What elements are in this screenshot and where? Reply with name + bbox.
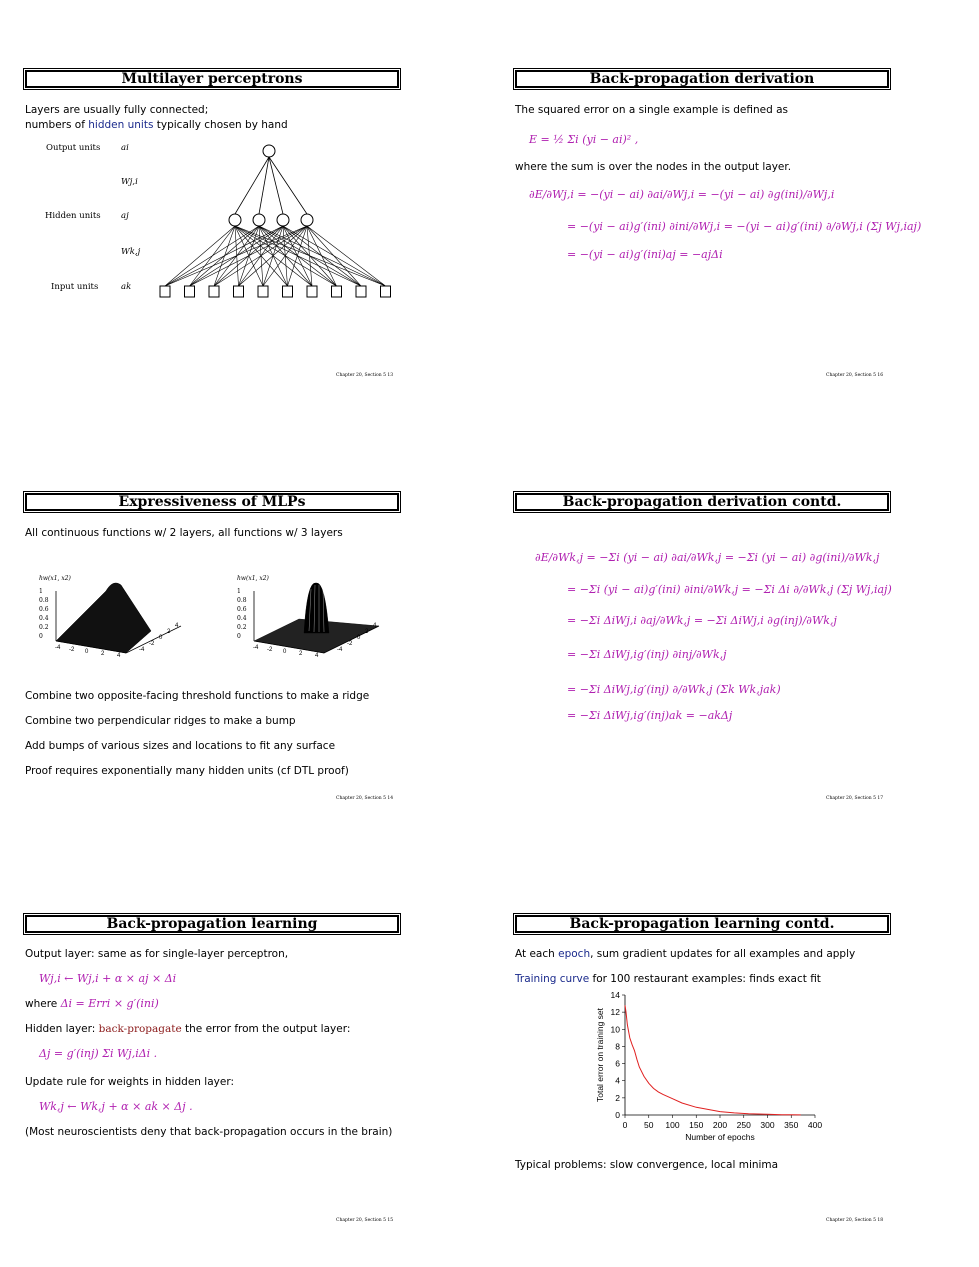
- input-units-label: Input units: [51, 282, 99, 292]
- equation-line: Wj,i ← Wj,i + α × aj × Δi: [39, 972, 177, 985]
- connection-line: [269, 157, 283, 214]
- tick-label: 0.6: [39, 606, 49, 613]
- slide-text: Output layer: same as for single-layer perceptron,: [25, 948, 289, 960]
- tick-label: 0.2: [237, 624, 247, 631]
- hidden-units-label: Hidden units: [45, 211, 101, 221]
- y-tick-label: 6: [615, 1058, 620, 1069]
- svg-text:0: 0: [283, 649, 287, 655]
- slide-text: (Most neuroscientists deny that back-propagation occurs in the brain): [25, 1126, 393, 1138]
- x-axis-label: Number of epochs: [685, 1132, 755, 1142]
- training-curve-chart: [585, 989, 845, 1149]
- slide-title: Back-propagation derivation contd.: [515, 493, 889, 511]
- slide-multilayer-perceptrons: [25, 70, 395, 410]
- slide-text: [515, 972, 821, 986]
- training-curve-term: Training curve: [515, 973, 590, 985]
- y-tick-label: 10: [610, 1024, 620, 1035]
- tick-label: 0: [39, 633, 43, 640]
- wji-label: Wj,i: [121, 177, 138, 187]
- slide-text: [515, 947, 855, 961]
- x-tick-label: 150: [689, 1120, 704, 1130]
- aj-label: aj: [121, 211, 129, 221]
- slide-backprop-derivation-contd: [515, 493, 892, 833]
- slide-footer: Chapter 20, Section 5 13: [336, 373, 394, 378]
- text-span: , sum gradient updates for all examples and apply: [590, 948, 856, 960]
- svg-text:-2: -2: [267, 647, 273, 653]
- svg-text:2: 2: [365, 629, 369, 635]
- svg-text:-4: -4: [253, 645, 259, 651]
- slide-backprop-learning-contd: [515, 915, 885, 1255]
- svg-text:-2: -2: [69, 647, 75, 653]
- svg-text:0: 0: [85, 649, 89, 655]
- text-span: Hidden layer:: [25, 1023, 99, 1035]
- y-tick-label: 12: [610, 1007, 620, 1018]
- equation-line: Δj = g′(inj) Σi Wj,iΔi .: [39, 1047, 158, 1060]
- hidden-unit-node: [277, 214, 289, 226]
- tick-label: 0.6: [237, 606, 247, 613]
- text-span: At each: [515, 948, 559, 960]
- slide-text: [25, 1022, 350, 1036]
- x-tick-label: 100: [665, 1120, 680, 1130]
- svg-text:-2: -2: [149, 641, 155, 647]
- slide-footer: Chapter 20, Section 5 14: [336, 796, 394, 801]
- x-tick-label: 0: [622, 1120, 628, 1130]
- svg-text:0: 0: [159, 635, 163, 641]
- ai-label: ai: [121, 143, 129, 153]
- x-tick-label: 300: [760, 1120, 775, 1130]
- slide-text: Typical problems: slow convergence, local minima: [515, 1159, 779, 1171]
- input-unit-node: [381, 286, 391, 297]
- plot-y-ticks: [39, 587, 49, 641]
- hidden-unit-node: [301, 214, 313, 226]
- plot-label: hw(x1, x2): [237, 575, 269, 582]
- slide-text: The squared error on a single example is defined as: [515, 104, 789, 116]
- equation-line: = −(yi − ai)g′(ini) ∂ini/∂Wj,i = −(yi − ai)g′(ini) ∂/∂Wj,i (Σj Wj,iaj): [567, 220, 922, 233]
- equation-line: = −Σi ΔiWj,i ∂aj/∂Wk,j = −Σi ΔiWj,i ∂g(inj)/∂Wk,j: [567, 614, 837, 627]
- svg-text:2: 2: [299, 651, 303, 657]
- plot-label: hw(x1, x2): [39, 575, 71, 582]
- connection-line: [307, 226, 361, 286]
- tick-label: 0.8: [237, 597, 247, 604]
- slide-backprop-learning: [25, 915, 395, 1255]
- svg-text:4: 4: [315, 653, 319, 659]
- x-tick-label: 50: [644, 1120, 654, 1130]
- x-tick-label: 350: [784, 1120, 799, 1130]
- slide-footer: Chapter 20, Section 5 18: [826, 1218, 884, 1223]
- slide-text: Layers are usually fully connected;: [25, 104, 209, 116]
- equation-line: = −(yi − ai)g′(ini)aj = −ajΔi: [567, 248, 723, 261]
- svg-text:-2: -2: [347, 641, 353, 647]
- slide-text: Combine two perpendicular ridges to make a bump: [25, 715, 296, 727]
- bump-surface-plot: [249, 571, 384, 661]
- slide-title: Back-propagation learning: [25, 915, 399, 933]
- back-propagate-term: back-propagate: [98, 1023, 182, 1035]
- y-tick-label: 4: [615, 1075, 620, 1086]
- hidden-units-term: hidden units: [88, 119, 154, 131]
- input-unit-node: [234, 286, 244, 297]
- tick-label: 0.4: [39, 615, 49, 622]
- input-unit-node: [332, 286, 342, 297]
- svg-text:-4: -4: [139, 647, 145, 653]
- equation-line: = −Σi ΔiWj,ig′(inj) ∂inj/∂Wk,j: [567, 648, 727, 661]
- output-units-label: Output units: [46, 143, 101, 153]
- text-span: for 100 restaurant examples: finds exact fit: [589, 973, 821, 985]
- equation-line: ∂E/∂Wj,i = −(yi − ai) ∂ai/∂Wj,i = −(yi − ai) ∂g(ini)/∂Wj,i: [529, 188, 835, 201]
- tick-label: 1: [39, 588, 43, 595]
- plot-y-ticks: [237, 587, 247, 641]
- slide-text: [25, 997, 159, 1011]
- input-unit-node: [209, 286, 219, 297]
- input-unit-node: [307, 286, 317, 297]
- slide-footer: Chapter 20, Section 5 15: [336, 1218, 394, 1223]
- slide-expressiveness: [25, 493, 395, 833]
- text-span: where: [25, 998, 61, 1010]
- slide-title: Multilayer perceptrons: [25, 70, 399, 88]
- svg-text:4: 4: [373, 623, 377, 629]
- x-tick-label: 400: [807, 1120, 823, 1130]
- equation-error: E = ½ Σi (yi − ai)² ,: [529, 133, 639, 146]
- svg-text:4: 4: [175, 623, 179, 629]
- input-unit-node: [356, 286, 366, 297]
- input-unit-node: [258, 286, 268, 297]
- slide-title: Back-propagation learning contd.: [515, 915, 889, 933]
- y-tick-label: 0: [615, 1110, 620, 1120]
- ridge-surface-plot: [51, 571, 186, 661]
- slide-backprop-derivation: [515, 70, 922, 410]
- svg-text:2: 2: [101, 651, 105, 657]
- tick-label: 0: [237, 633, 241, 640]
- slide-text: Update rule for weights in hidden layer:: [25, 1076, 234, 1088]
- tick-label: 0.4: [237, 615, 247, 622]
- output-unit-node: [263, 145, 275, 157]
- hidden-unit-node: [253, 214, 265, 226]
- text-span: typically chosen by hand: [153, 119, 288, 131]
- ak-label: ak: [121, 282, 132, 292]
- equation-line: = −Σi (yi − ai)g′(ini) ∂ini/∂Wk,j = −Σi Δi ∂/∂Wk,j (Σj Wj,iaj): [567, 583, 892, 596]
- x-tick-label: 250: [736, 1120, 751, 1130]
- slide-footer: Chapter 20, Section 5 17: [826, 796, 884, 801]
- y-tick-label: 14: [610, 990, 620, 1000]
- slide-text: Proof requires exponentially many hidden units (cf DTL proof): [25, 765, 349, 777]
- input-unit-node: [160, 286, 170, 297]
- slide-title: Back-propagation derivation: [515, 70, 889, 88]
- input-unit-node: [283, 286, 293, 297]
- equation-inline: Δi = Erri × g′(ini): [60, 997, 159, 1010]
- slide-text: Add bumps of various sizes and locations to fit any surface: [25, 740, 336, 752]
- tick-label: 0.8: [39, 597, 49, 604]
- slide-footer: Chapter 20, Section 5 16: [826, 373, 884, 378]
- equation-line: = −Σi ΔiWj,ig′(inj)ak = −akΔj: [567, 709, 733, 722]
- svg-text:4: 4: [117, 653, 121, 659]
- equation-line: = −Σi ΔiWj,ig′(inj) ∂/∂Wk,j (Σk Wk,jak): [567, 683, 781, 696]
- svg-text:-4: -4: [337, 647, 343, 653]
- equation-line: ∂E/∂Wk,j = −Σi (yi − ai) ∂ai/∂Wk,j = −Σi (yi − ai) ∂g(ini)/∂Wk,j: [535, 551, 880, 564]
- wkj-label: Wk,j: [121, 247, 141, 257]
- network-diagram: [155, 140, 395, 300]
- x-tick-label: 200: [712, 1120, 728, 1130]
- slide-text: [25, 118, 288, 132]
- tick-label: 1: [237, 588, 241, 595]
- svg-text:-4: -4: [55, 645, 61, 651]
- training-error-line: [625, 1005, 801, 1115]
- equation-line: Wk,j ← Wk,j + α × ak × Δj .: [39, 1100, 193, 1113]
- text-span: the error from the output layer:: [181, 1023, 351, 1035]
- y-axis-label: Total error on training set: [595, 1007, 605, 1103]
- tick-label: 0.2: [39, 624, 49, 631]
- slide-text: All continuous functions w/ 2 layers, all functions w/ 3 layers: [25, 527, 343, 539]
- slide-title: Expressiveness of MLPs: [25, 493, 399, 511]
- slide-text: where the sum is over the nodes in the output layer.: [515, 161, 792, 173]
- svg-text:0: 0: [357, 635, 361, 641]
- text-span: numbers of: [25, 119, 89, 131]
- slide-text: Combine two opposite-facing threshold functions to make a ridge: [25, 690, 370, 702]
- connection-line: [269, 157, 307, 214]
- y-tick-label: 2: [615, 1092, 620, 1103]
- hidden-unit-node: [229, 214, 241, 226]
- y-tick-label: 8: [615, 1041, 620, 1052]
- epoch-term: epoch: [558, 948, 591, 960]
- svg-text:2: 2: [167, 629, 171, 635]
- input-unit-node: [185, 286, 195, 297]
